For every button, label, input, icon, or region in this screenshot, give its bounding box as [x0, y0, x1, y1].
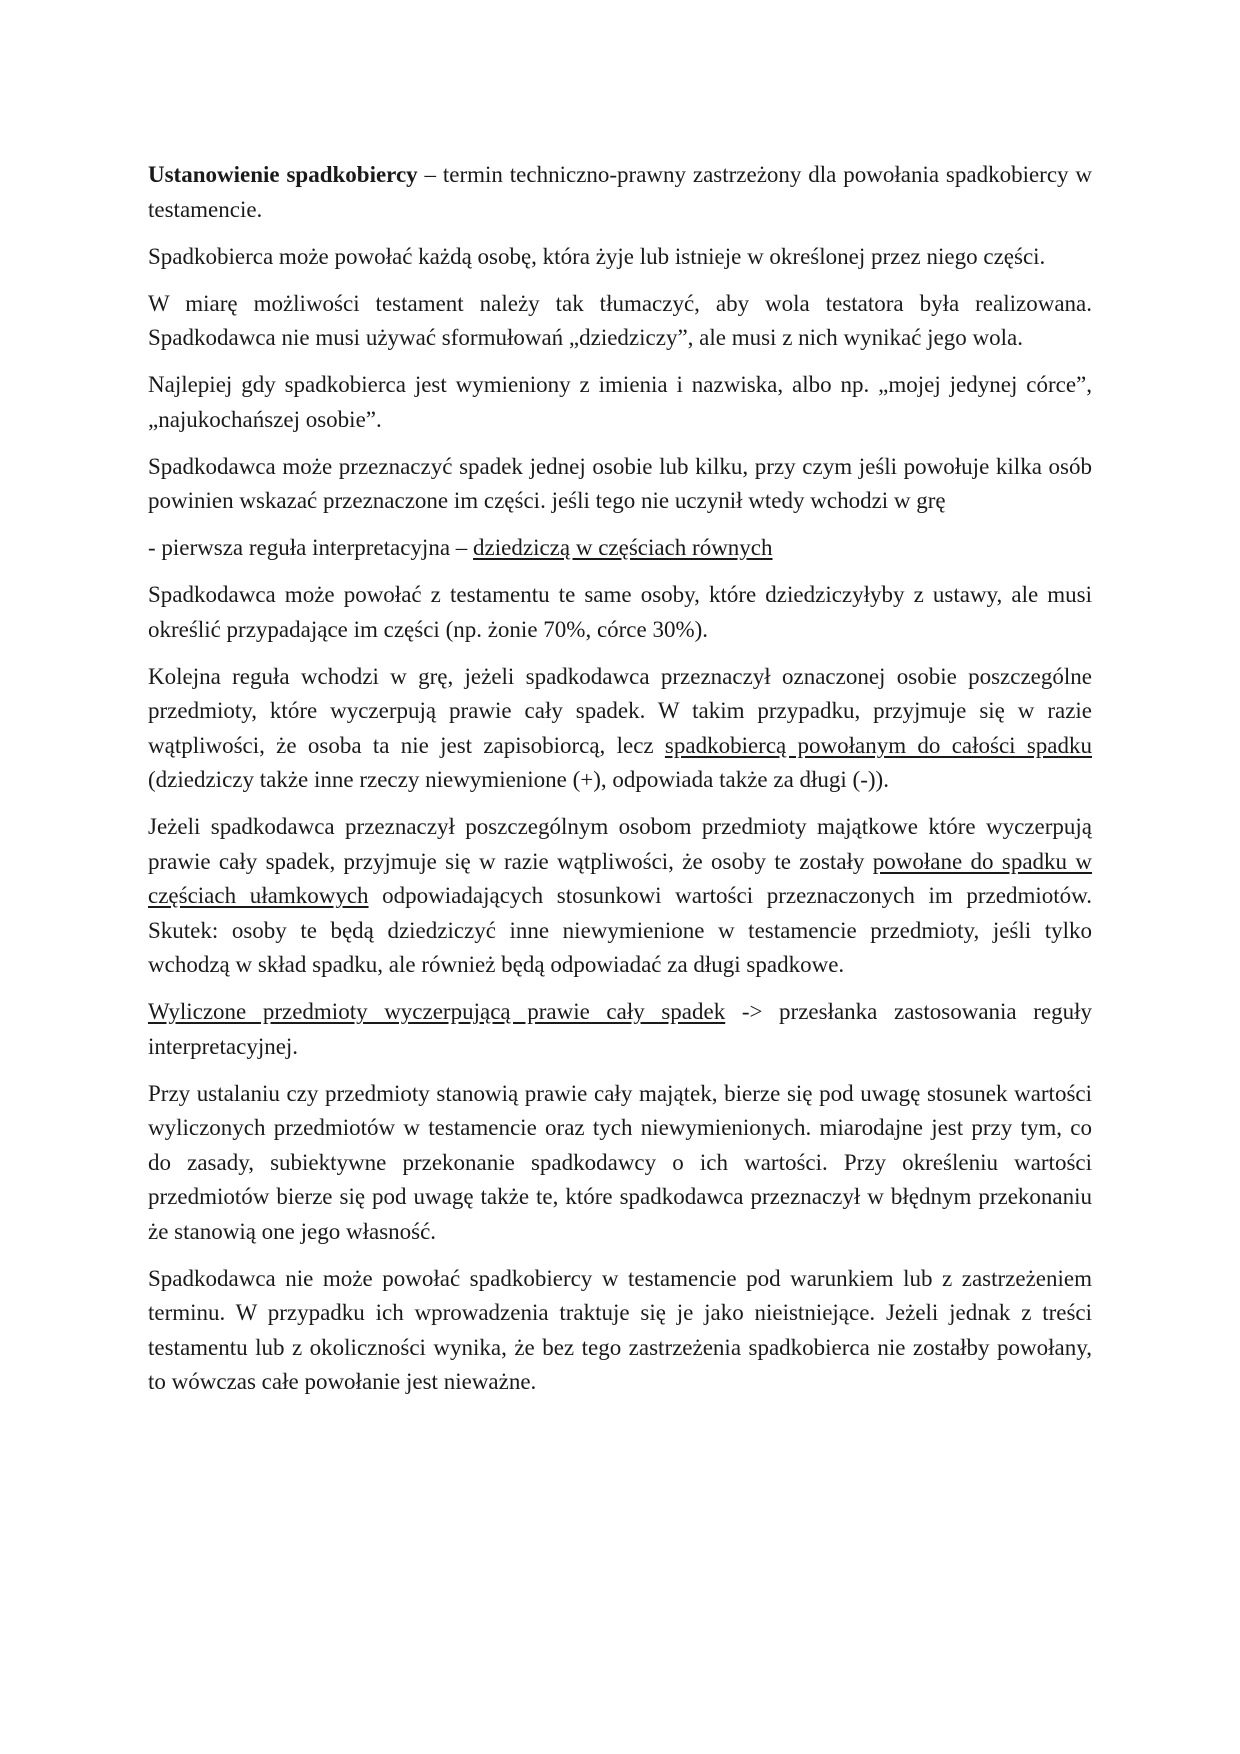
rule-prefix: - pierwsza reguła interpretacyjna – [148, 535, 474, 560]
paragraph-11: Przy ustalaniu czy przedmioty stanowią prawie cały majątek, bierze się pod uwagę stosunek wartości wyliczonych przedmiotów w testamencie oraz tych niewymienionych. miarodajne jest przy tym, co do zasady, subiektywne przekonanie spadkodawcy o ich wartości. Przy określeniu wartości przedmiotów bierze się pod uwagę także te, które spadkodawca przeznaczył w błędnym przekonaniu że stanowią one jego własność. [148, 1080, 1092, 1244]
document-page [148, 158, 1092, 1412]
definition-text: – termin techniczno-prawny zastrzeżony dla powołania spadkobiercy w testamencie. [148, 162, 1092, 222]
paragraph-12: Spadkodawca nie może powołać spadkobiercy w testamencie pod warunkiem lub z zastrzeżeniem terminu. W przypadku ich wprowadzenia traktuje się je jako nieistniejące. Jeżeli jednak z treści testamentu lub z okoliczności wynika, że bez tego zastrzeżenia spadkobierca nie zostałby powołany, to wówczas całe powołanie jest nieważne. [148, 1265, 1092, 1394]
paragraph-7: Spadkodawca może powołać z testamentu te same osoby, które dziedziczyłyby z ustawy, ale musi określić przypadające im części (np. żonie 70%, córce 30%). [148, 582, 1092, 642]
paragraph-8 [148, 660, 1092, 798]
paragraph-3: W miarę możliwości testament należy tak tłumaczyć, aby wola testatora była realizowana. Spadkodawca nie musi używać sformułowań „dziedziczy”, ale musi z nich wynikać jego wola. [148, 290, 1092, 350]
paragraph-4: Najlepiej gdy spadkobierca jest wymieniony z imienia i nazwiska, albo np. „mojej jedynej córce”, „najukochańszej osobie”. [148, 372, 1092, 432]
p9-text-1: Jeżeli spadkodawca przeznaczył poszczególnym osobom przedmioty majątkowe które wyczerpują prawie cały spadek, przyjmuje się w razie wątpliwości, że osoby te zostały [148, 814, 1092, 874]
paragraph-definition [148, 158, 1092, 227]
p8-text-1: Kolejna reguła wchodzi w grę, jeżeli spadkodawca przeznaczył oznaczonej osobie poszczególne przedmioty, które wyczerpują prawie cały spadek. W takim przypadku, przyjmuje się w razie wątpliwości, że osoba ta nie jest zapisobiorcą, lecz [148, 663, 1092, 758]
p8-underlined: spadkobiercą powołanym do całości spadku [664, 732, 1093, 758]
rule-underlined: dziedziczą w częściach równych [473, 535, 773, 560]
paragraph-9 [148, 810, 1092, 983]
p10-text: -> przesłanka zastosowania reguły interpretacyjnej. [148, 999, 1092, 1059]
paragraph-rule-1 [148, 531, 1092, 566]
p10-underlined: Wyliczone przedmioty wyczerpującą prawie cały spadek [148, 999, 726, 1024]
p8-text-2: (dziedziczy także inne rzeczy niewymienione (+), odpowiada także za długi (-)). [148, 767, 889, 792]
paragraph-10 [148, 995, 1092, 1064]
defined-term: Ustanowienie spadkobiercy [148, 162, 418, 187]
paragraph-2: Spadkobierca może powołać każdą osobę, która żyje lub istnieje w określonej przez niego części. [148, 243, 1046, 269]
p9-underlined: powołane do spadku w częściach ułamkowych [148, 848, 1093, 908]
paragraph-5: Spadkodawca może przeznaczyć spadek jednej osobie lub kilku, przy czym jeśli powołuje kilka osób powinien wskazać przeznaczone im części. jeśli tego nie uczynił wtedy wchodzi w grę [148, 453, 1092, 513]
p9-text-2: odpowiadających stosunkowi wartości przeznaczonych im przedmiotów. Skutek: osoby te będą dziedziczyć inne niewymienione w testamencie przedmioty, jeśli tylko wchodzą w skład spadku, ale również będą odpowiadać za długi spadkowe. [148, 883, 1093, 977]
